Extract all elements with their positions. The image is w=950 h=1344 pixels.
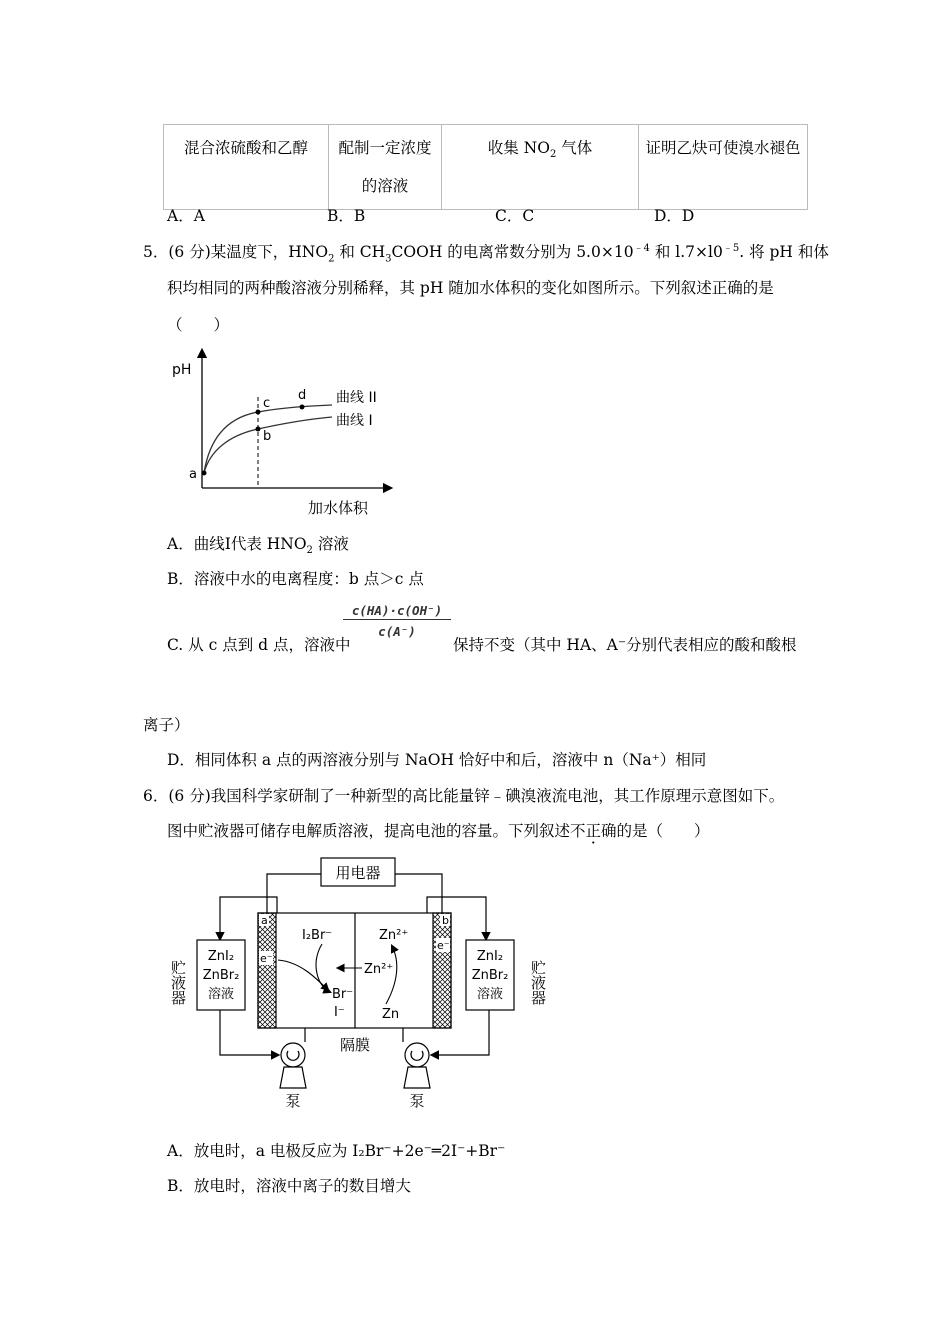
q6-stem-line1: 6．(6 分)我国科学家研制了一种新型的高比能量锌﹣碘溴液流电池，其工作原理示意图如下。 [143, 787, 785, 805]
zn-label: Zn [382, 1007, 400, 1022]
curve-1-label: 曲线 I [336, 413, 373, 429]
svg-text:ZnI₂: ZnI₂ [476, 949, 504, 964]
zn2-top-label: Zn²⁺ [379, 928, 409, 943]
q4-option-c[interactable]: C．C [495, 207, 535, 225]
pump-right [404, 1043, 430, 1088]
svg-text:ZnBr₂: ZnBr₂ [471, 968, 509, 983]
electron-right: e⁻ [437, 939, 450, 952]
point-b [256, 427, 261, 432]
q5-option-b[interactable]: B．溶液中水的电离程度：b 点＞c 点 [167, 570, 424, 588]
zn2-mid-label: Zn²⁺ [364, 962, 394, 977]
point-a [202, 471, 207, 476]
y-axis-label: pH [172, 362, 192, 378]
curve-2-label: 曲线 II [336, 390, 377, 406]
q6-stem-line2: 图中贮液器可储存电解质溶液，提高电池的容量。下列叙述不正确的是（ ） [167, 822, 710, 840]
q4-option-b[interactable]: B．B [327, 207, 366, 225]
i2br-label: I₂Br⁻ [302, 928, 333, 943]
svg-text:溶液: 溶液 [476, 987, 504, 1002]
point-c [256, 410, 261, 415]
pump-left [280, 1043, 306, 1088]
curve-1 [204, 417, 332, 473]
point-d-label: d [298, 388, 307, 403]
q5-answer-paren: （ ） [167, 316, 230, 334]
electrode-a-label: a [261, 914, 268, 927]
q6-option-a[interactable]: A．放电时，a 电极反应为 I₂Br⁻+2e⁻═2I⁻+Br⁻ [167, 1142, 506, 1160]
q5-option-c-rest: 保持不变（其中 HA、A⁻分别代表相应的酸和酸根 [453, 636, 797, 654]
table-cell-1: 混合浓硫酸和乙醇 [164, 125, 329, 210]
q4-options [167, 204, 767, 224]
q5-stem-line1: 5．(6 分)某温度下，$HNO_2$ 和 $CH_3COOH$ 的电离常数分别为 $5.0\times 10^{﹣4}$ 和 $l.7\times l0^{﹣5}$. 将 pH 和体 [143, 243, 829, 265]
q5-option-d[interactable]: D．相同体积 a 点的两溶液分别与 NaOH 恰好中和后，溶液中 n（Na⁺）相同 [167, 751, 707, 769]
svg-text:ZnBr₂: ZnBr₂ [202, 968, 240, 983]
pump-right-label: 泵 [409, 1092, 425, 1110]
svg-text:ZnI₂: ZnI₂ [207, 949, 235, 964]
electrode-b [433, 913, 451, 1028]
flow-battery-diagram [160, 852, 560, 1114]
electrode-a [258, 913, 276, 1028]
point-c-label: c [263, 396, 271, 411]
point-d [300, 405, 305, 410]
point-b-label: b [263, 429, 272, 444]
q6-option-b[interactable]: B．放电时，溶液中离子的数目增大 [167, 1177, 411, 1195]
point-a-label: a [189, 467, 197, 482]
table-cell-4: 证明乙炔可使溴水褪色 [639, 125, 808, 210]
membrane-label: 隔膜 [339, 1036, 371, 1054]
concentration-fraction [343, 603, 451, 639]
q5-option-c-cont: 离子） [143, 716, 190, 734]
appliance-label: 用电器 [335, 864, 381, 882]
electrode-b-label: b [442, 914, 449, 927]
electron-left: e⁻ [260, 952, 273, 965]
table-row [164, 125, 808, 210]
br-label: Br⁻ [332, 987, 354, 1002]
table-cell-3: 收集 $NO_2$ 气体 [442, 125, 639, 210]
fraction-denominator: c(A⁻) [378, 624, 416, 639]
reservoir-label-left: 贮液器 [169, 960, 187, 1005]
q4-option-d[interactable]: D．D [654, 207, 695, 225]
q4-option-a[interactable]: A．A [167, 207, 205, 225]
table-cell-2: 配制一定浓度 的溶液 [329, 125, 442, 210]
ph-dilution-graph [160, 345, 400, 520]
emphasis-text: 不正确 [570, 822, 617, 840]
q5-option-c[interactable]: C. 从 c 点到 d 点，溶液中 [167, 636, 351, 654]
q5-stem-line2: 积均相同的两种酸溶液分别稀释，其 pH 随加水体积的变化如图所示。下列叙述正确的是 [167, 279, 774, 297]
svg-text:溶液: 溶液 [207, 987, 235, 1002]
q5-option-a[interactable]: A．曲线Ⅰ代表 $HNO_2$ 溶液 [167, 535, 349, 557]
pump-left-label: 泵 [285, 1092, 301, 1110]
experiment-table [163, 124, 808, 210]
fraction-numerator: c(HA)·c(OH⁻) [343, 603, 451, 620]
x-axis-label: 加水体积 [308, 499, 369, 517]
i-label: I⁻ [334, 1005, 345, 1020]
reservoir-label-right: 贮液器 [529, 960, 547, 1005]
